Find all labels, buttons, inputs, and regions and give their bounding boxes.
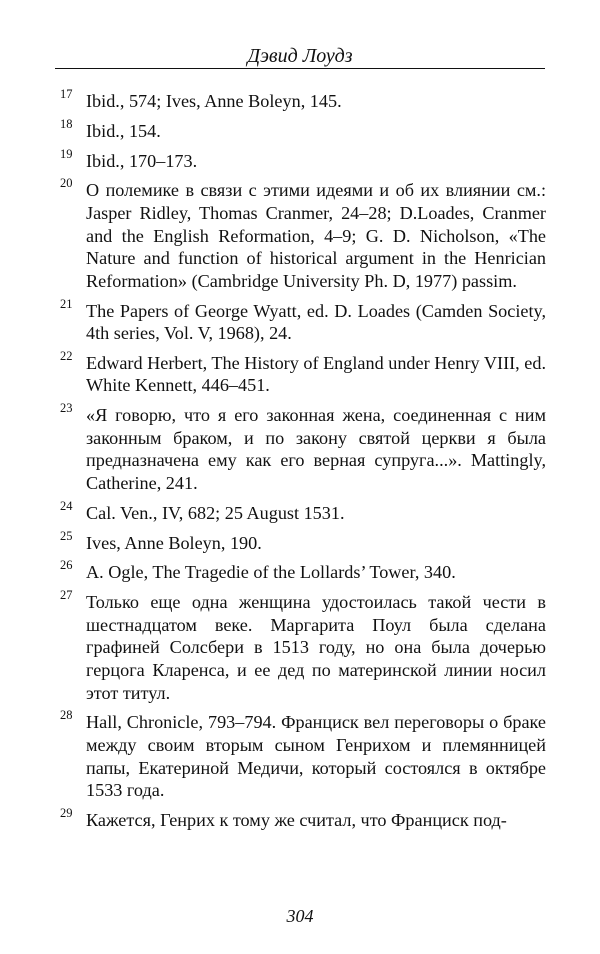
endnote-number: 22 [60,348,73,363]
endnote-number: 19 [60,146,73,161]
endnote-number: 17 [60,87,73,101]
endnote-21 [60,296,546,345]
page-number: 304 [286,906,314,926]
endnote-text: Cal. Ven., IV, 682; 25 August 1531. [86,502,345,523]
endnote-26 [60,558,546,584]
endnote-number: 28 [60,708,73,723]
endnote-number: 27 [60,588,73,603]
endnote-text: Hall, Chronicle, 793–794. Франциск вел переговоры о браке между своим вторым сыном Генрихом и племянницей папы, Екатериной Медичи, который состоялся в октябре 1533 года. [86,712,546,801]
endnote-23 [60,401,546,494]
endnote-number: 25 [60,528,73,543]
endnote-number: 23 [60,401,73,416]
endnote-text: Кажется, Генрих к тому же считал, что Франциск под- [86,809,507,830]
endnote-number: 18 [60,116,73,131]
endnote-27 [60,588,546,704]
endnote-29 [60,805,546,832]
endnote-17 [60,87,546,113]
endnote-text: The Papers of George Wyatt, ed. D. Loades (Camden Society, 4th series, Vol. V, 1968), 24. [86,300,546,344]
endnote-28 [60,708,546,801]
endnote-text: Ibid., 574; Ives, Anne Boleyn, 145. [86,91,342,111]
endnote-20 [60,176,546,292]
endnote-text: A. Ogle, The Tragedie of the Lollards’ Tower, 340. [86,562,456,583]
endnote-text: Ives, Anne Boleyn, 190. [86,532,262,553]
endnote-number: 21 [60,296,73,311]
endnote-number: 24 [60,498,73,513]
endnote-24 [60,498,546,525]
endnote-text: Edward Herbert, The History of England under Henry VIII, ed. White Kennett, 446–451. [86,352,546,396]
endnote-18 [60,116,546,143]
endnotes-list [60,87,546,839]
endnote-text: Ibid., 154. [86,120,161,141]
endnote-19 [60,146,546,173]
endnote-22 [60,348,546,397]
endnote-text: «Я говорю, что я его законная жена, соединенная с ним законным браком, и по закону святой церкви я была предназначена ему как его верная супруга...». Mattingly, Catherine, 241. [86,405,546,494]
endnote-text: О полемике в связи с этими идеями и об их влиянии см.: Jasper Ridley, Thomas Cranmer, 24–28; D.Loades, Cranmer and the English Reformation, 4–9; G. D. Nicholson, «The Nature and function of historical argument in the Henrician Reformation» (Cambridge University Ph. D, 1977) passim. [86,180,546,291]
endnote-number: 29 [60,805,73,820]
endnote-number: 20 [60,176,73,191]
endnote-text: Только еще одна женщина удостоилась такой чести в шестнадцатом веке. Маргарита Поул была сделана графиней Солсбери в 1513 году, но она была дочерью герцога Кларенса, и ее дед по материнской линии носил этот титул. [86,592,546,703]
running-header: Дэвид Лоудз [247,45,353,67]
header-rule [55,68,545,69]
endnote-number: 26 [60,558,73,573]
endnote-25 [60,528,546,555]
endnote-text: Ibid., 170–173. [86,150,198,171]
